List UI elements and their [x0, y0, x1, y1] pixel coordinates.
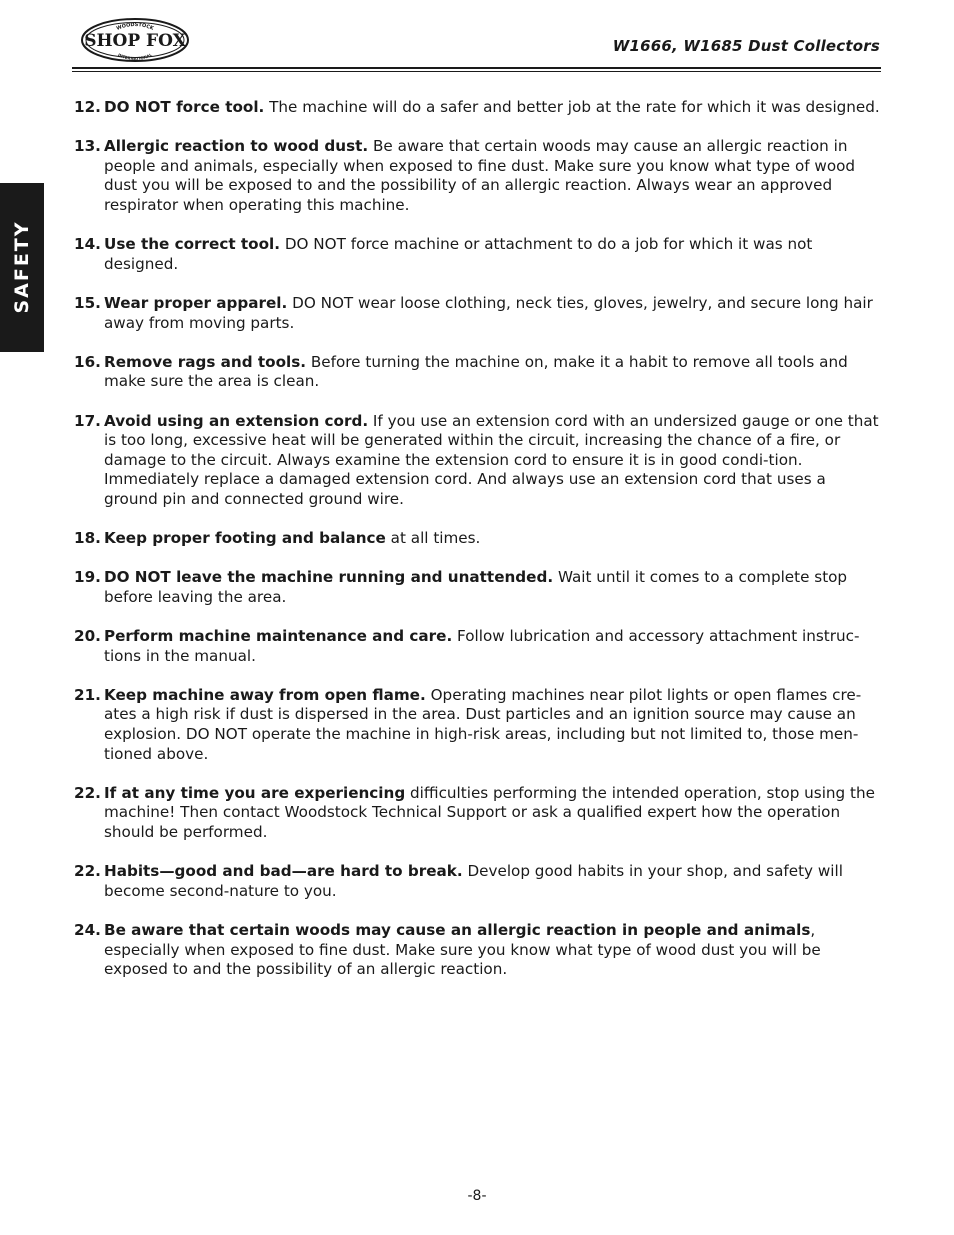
logo-text: SHOP FOX: [84, 31, 186, 51]
rule-heading: Perform machine maintenance and care.: [104, 627, 453, 646]
rule-text: , especially when exposed to fine dust. Make sure you know what type of wood dust you will be exposed to and the possibility of an allergic reaction.: [104, 920, 821, 979]
rule-number: 20.: [74, 627, 101, 646]
header-rule-thin: [72, 71, 881, 72]
document-title: W1666, W1685 Dust Collectors: [612, 37, 880, 55]
rule-number: 13.: [74, 137, 101, 156]
rule-number: 17.: [74, 411, 101, 430]
shop-fox-logo: [80, 16, 190, 64]
rule-heading: Use the correct tool.: [104, 235, 280, 254]
safety-rule-list: [74, 98, 880, 999]
rule-heading: Keep proper footing and balance: [104, 529, 386, 548]
rule-number: 18.: [74, 529, 101, 548]
rule-number: 21.: [74, 685, 101, 704]
rule-heading: Avoid using an extension cord.: [104, 411, 369, 430]
rule-number: 16.: [74, 352, 101, 371]
rule-heading: Keep machine away from open flame.: [104, 685, 426, 704]
rule-text: Be aware that certain woods may cause an allergic reaction in people and animals, especially when exposed to fine dust. Make sure you know what type of wood dust you will be exposed to and the possibility of an allergic reaction. Always wear an approved respirator when operating this machine.: [104, 137, 856, 214]
logo-arc-top-text: WOODSTOCK: [115, 21, 155, 32]
rule-number: 22.: [74, 783, 101, 802]
rule-text: The machine will do a safer and better job at the rate for which it was designed.: [264, 98, 880, 116]
rule-heading: DO NOT leave the machine running and unattended.: [104, 568, 554, 587]
safety-rule-item: [74, 921, 880, 980]
rule-number: 22.: [74, 862, 101, 881]
safety-rule-item: [74, 529, 880, 549]
logo-arc-bottom-text: INTERNATIONAL: [117, 52, 153, 62]
rule-text: DO NOT force machine or attachment to do a job for which it was not designed.: [104, 235, 813, 273]
safety-rule-item: [74, 412, 880, 510]
rule-text: If you use an extension cord with an undersized gauge or one that is too long, excessive heat will be generated within the circuit, increasing the chance of a fire, or damage to the circuit. Always examine the extension cord to ensure it is in good condi-tion. Immediately replace a damaged extension cord. And always use an extension cord that uses a ground pin and connected ground wire.: [104, 411, 879, 508]
safety-rule-item: [74, 353, 880, 392]
rule-number: 24.: [74, 920, 101, 939]
rule-number: 12.: [74, 98, 101, 116]
safety-rule-item: [74, 98, 880, 118]
rule-number: 14.: [74, 235, 101, 254]
rule-text: Follow lubrication and accessory attachment instruc-tions in the manual.: [104, 627, 860, 665]
rule-heading: Allergic reaction to wood dust.: [104, 137, 369, 156]
rule-heading: Be aware that certain woods may cause an allergic reaction in people and animals: [104, 920, 811, 939]
safety-rule-item: [74, 627, 880, 666]
safety-rule-item: [74, 235, 880, 274]
rule-text: Operating machines near pilot lights or open flames cre-ates a high risk if dust is dispersed in the area. Dust particles and an ignition source may cause an explosion. DO NOT operate the machine in high-risk areas, including but not limited to, those men-tioned above.: [104, 685, 862, 763]
safety-rule-item: [74, 294, 880, 333]
safety-rule-item: [74, 568, 880, 607]
rule-heading: Remove rags and tools.: [104, 352, 307, 371]
rule-heading: Wear proper apparel.: [104, 293, 288, 312]
rule-number: 19.: [74, 568, 101, 587]
rule-text: difficulties performing the intended operation, stop using the machine! Then contact Woodstock Technical Support or ask a qualified expert how the operation should be performed.: [104, 783, 875, 841]
rule-text: Develop good habits in your shop, and safety will become second-nature to you.: [104, 862, 843, 900]
rule-text: Before turning the machine on, make it a habit to remove all tools and make sure the area is clean.: [104, 352, 848, 391]
page-number: -8-: [467, 1188, 487, 1204]
header-rule: [72, 67, 881, 69]
rule-text: Wait until it comes to a complete stop before leaving the area.: [104, 568, 848, 606]
rule-heading: DO NOT force tool.: [104, 98, 265, 116]
rule-number: 15.: [74, 293, 101, 312]
rule-heading: If at any time you are experiencing: [104, 783, 406, 802]
safety-rule-item: [74, 686, 880, 764]
safety-rule-item: [74, 137, 880, 215]
section-tab: [0, 183, 44, 352]
safety-rule-item: [74, 784, 880, 843]
rule-text: DO NOT wear loose clothing, neck ties, gloves, jewelry, and secure long hair away from moving parts.: [104, 293, 873, 332]
rule-text: at all times.: [385, 529, 481, 548]
section-tab-label: SAFETY: [11, 220, 33, 314]
rule-heading: Habits—good and bad—are hard to break.: [104, 862, 463, 881]
safety-rule-item: [74, 862, 880, 901]
shop-fox-logo-graphic: [80, 16, 190, 64]
